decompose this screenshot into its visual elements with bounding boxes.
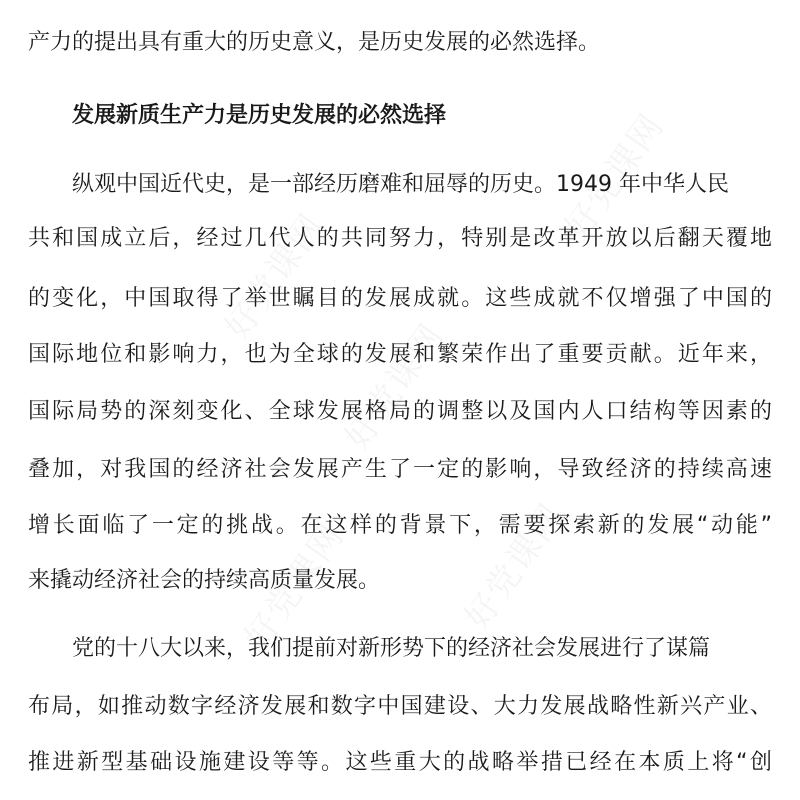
watermark-text (331, 311, 454, 457)
paragraph-line: 叠加，对我国的经济社会发展产生了一定的影响，导致经济的持续高速 (28, 457, 772, 482)
section-heading: 发展新质生产力是历史发展的必然选择 (72, 103, 447, 128)
paragraph-line: 推进新型基础设施建设等等。这些重大的战略举措已经在本质上将“创 (28, 750, 772, 775)
paragraph-line: 产力的提出具有重大的历史意义，是历史发展的必然选择。 (28, 30, 601, 55)
paragraph-line: 党的十八大以来，我们提前对新形势下的经济社会发展进行了谋篇 (72, 636, 711, 661)
paragraph-line: 布局，如推动数字经济发展和数字中国建设、大力发展战略性新兴产业、 (28, 694, 772, 719)
paragraph-line: 的变化，中国取得了举世瞩目的发展成就。这些成就不仅增强了中国的 (28, 286, 772, 311)
paragraph-line: 来撬动经济社会的持续高质量发展。 (28, 568, 381, 593)
paragraph-line: 国际局势的深刻变化、全球发展格局的调整以及国内人口结构等因素的 (28, 399, 772, 424)
paragraph-line: 共和国成立后，经过几代人的共同努力，特别是改革开放以后翻天覆地 (28, 226, 772, 251)
paragraph-line: 增长面临了一定的挑战。在这样的背景下，需要探索新的发展“动能” (28, 513, 772, 538)
paragraph-line: 纵观中国近代史，是一部经历磨难和屈辱的历史。1949 年中华人民 (72, 172, 729, 197)
paragraph-line: 国际地位和影响力，也为全球的发展和繁荣作出了重要贡献。近年来， (28, 342, 772, 367)
